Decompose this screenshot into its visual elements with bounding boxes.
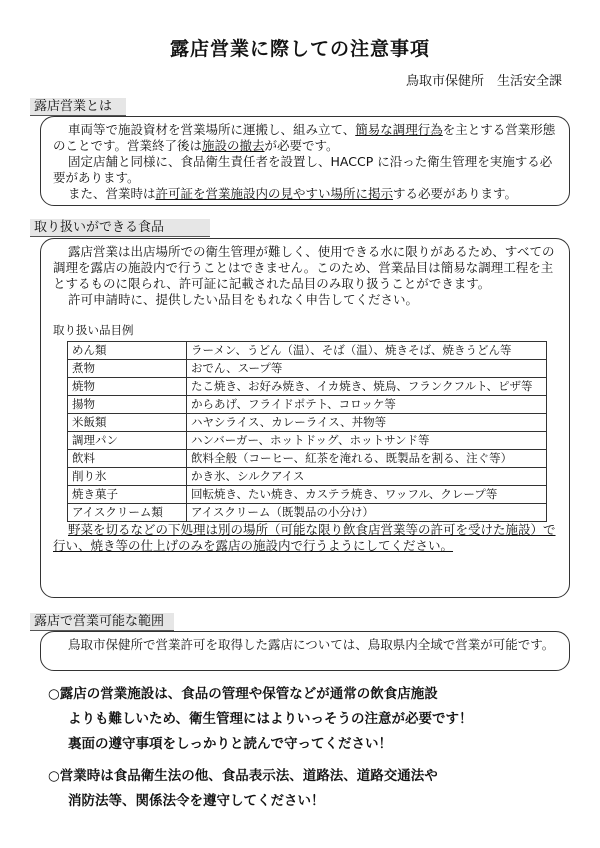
page-title: 露店営業に際しての注意事項 xyxy=(169,38,430,60)
item-examples: からあげ、フライドポテト、コロッケ等 xyxy=(187,396,547,414)
sec2-note: 野菜を切るなどの下処理は別の場所（可能な限り飲食店営業等の許可を受けた施設）で行い、焼き等の仕上げのみを露店の施設内で行うようにしてください。 xyxy=(53,522,556,553)
item-category: 飲料 xyxy=(68,450,187,468)
item-category: めん類 xyxy=(68,342,187,360)
items-table-title: 取り扱い品目例 xyxy=(53,323,134,337)
item-category: 調理パン xyxy=(68,432,187,450)
items-table-row xyxy=(68,378,547,396)
section-heading-area: 露店で営業可能な範囲 xyxy=(30,613,174,631)
item-category: 煮物 xyxy=(68,360,187,378)
item-category: 焼き菓子 xyxy=(68,486,187,504)
items-table-row xyxy=(68,468,547,486)
section-heading-foods: 取り扱いができる食品 xyxy=(30,219,210,237)
item-examples: たこ焼き、お好み焼き、イカ焼き、焼鳥、フランクフルト、ピザ等 xyxy=(187,378,547,396)
underlined-simple-cooking: 簡易な調理行為 xyxy=(355,122,443,137)
items-table-row xyxy=(68,504,547,522)
underlined-permit-display: 許可証を営業施設内の見やすい場所に掲示 xyxy=(155,186,394,201)
items-table-row xyxy=(68,486,547,504)
item-examples: おでん、スープ等 xyxy=(187,360,547,378)
notice-laws-line-1: ○営業時は食品衛生法の他、食品表示法、道路法、道路交通法や xyxy=(48,768,438,784)
items-table-row xyxy=(68,396,547,414)
item-examples: ラーメン、うどん（温）、そば（温）、焼きそば、焼きうどん等 xyxy=(187,342,547,360)
items-table-row xyxy=(68,432,547,450)
items-table-row xyxy=(68,360,547,378)
item-category: アイスクリーム類 xyxy=(68,504,187,522)
notice-hygiene-line-2: よりも難しいため、衛生管理にはよりいっそうの注意が必要です！ xyxy=(68,711,473,727)
item-category: 米飯類 xyxy=(68,414,187,432)
notice-hygiene-line-3: 裏面の遵守事項をしっかりと読んで守ってください！ xyxy=(68,736,392,752)
sec1-paragraph-3: また、営業時は許可証を営業施設内の見やすい場所に掲示する必要があります。 xyxy=(68,186,518,201)
sec1-paragraph-2: 固定店舗と同様に、食品衛生責任者を設置し、HACCP に沿った衛生管理を実施する必要があります。 xyxy=(53,154,553,185)
item-category: 削り氷 xyxy=(68,468,187,486)
items-table-row xyxy=(68,450,547,468)
underlined-facility-removal: 施設の撤去 xyxy=(202,138,265,153)
sec3-body: 鳥取市保健所で営業許可を取得した露店については、鳥取県内全域で営業が可能です。 xyxy=(68,637,555,652)
item-category: 揚物 xyxy=(68,396,187,414)
sec2-paragraph-1: 露店営業は出店場所での衛生管理が難しく、使用できる水に限りがあるため、すべての調理を露店の施設内で行うことはできません。このため、営業品目は簡易な調理工程を主とするものに限られ、許可証に記載された品目のみ取り扱うことができます。 xyxy=(53,244,555,291)
notice-hygiene-line-1: ○露店の営業施設は、食品の管理や保管などが通常の飲食店施設 xyxy=(48,686,438,702)
items-table xyxy=(67,341,547,522)
section-box-what-is-roten xyxy=(40,116,570,206)
notice-laws xyxy=(48,764,438,814)
sec1-paragraph-1: 車両等で施設資材を営業場所に運搬し、組み立て、簡易な調理行為を主とする営業形態のことです。営業終了後は施設の撤去が必要です。 xyxy=(53,122,556,153)
section-box-foods xyxy=(40,238,570,598)
section-heading-what-is-roten: 露店営業とは xyxy=(30,98,126,116)
sec2-paragraph-2: 許可申請時に、提供したい品目をもれなく申告してください。 xyxy=(68,292,419,307)
item-examples: かき氷、シルクアイス xyxy=(187,468,547,486)
items-table-row xyxy=(68,342,547,360)
item-examples: 飲料全般（コーヒー、紅茶を淹れる、既製品を割る、注ぐ等） xyxy=(187,450,547,468)
items-table-row xyxy=(68,414,547,432)
item-examples: ハンバーガー、ホットドッグ、ホットサンド等 xyxy=(187,432,547,450)
item-examples: ハヤシライス、カレーライス、丼物等 xyxy=(187,414,547,432)
item-examples: アイスクリーム（既製品の小分け） xyxy=(187,504,547,522)
item-category: 焼物 xyxy=(68,378,187,396)
organization-name: 鳥取市保健所 生活安全課 xyxy=(405,74,562,89)
notice-laws-line-2: 消防法等、関係法令を遵守してください！ xyxy=(68,793,325,809)
notice-hygiene xyxy=(48,682,472,757)
section-box-area xyxy=(40,631,570,671)
item-examples: 回転焼き、たい焼き、カステラ焼き、ワッフル、クレープ等 xyxy=(187,486,547,504)
